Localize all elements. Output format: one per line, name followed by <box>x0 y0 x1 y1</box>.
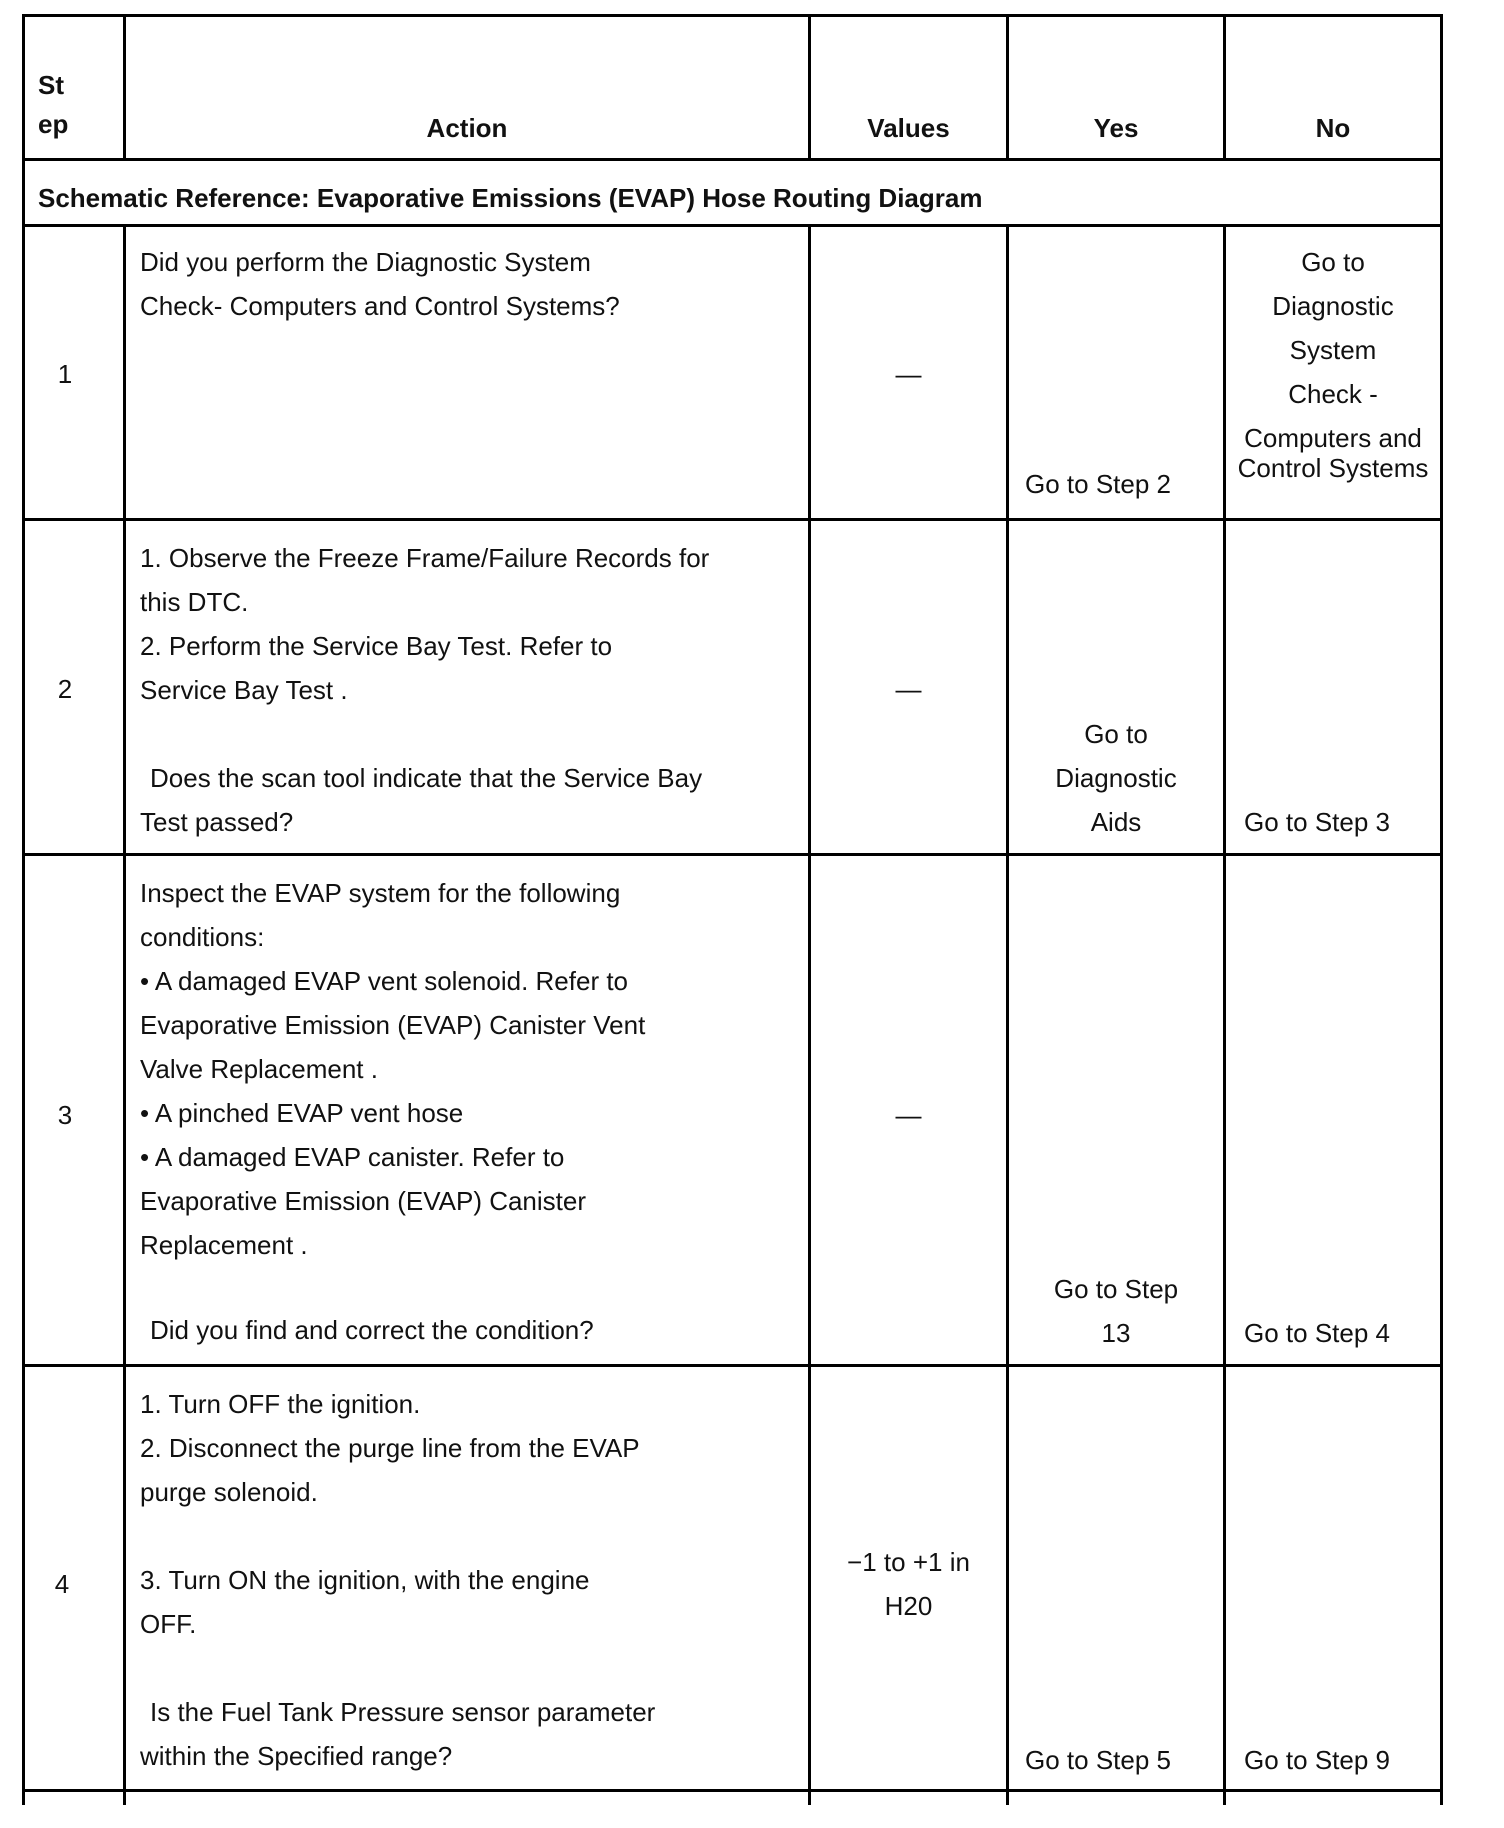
table-border-top <box>22 14 1443 17</box>
row-divider <box>22 158 1443 161</box>
action-line: Service Bay Test . <box>140 675 348 705</box>
table-border-left <box>22 15 25 1805</box>
step-number: 4 <box>54 1569 70 1599</box>
value-text: — <box>895 1100 922 1130</box>
action-line: Did you find and correct the condition? <box>150 1315 594 1345</box>
action-line: • A damaged EVAP vent solenoid. Refer to <box>140 966 629 996</box>
spacer <box>140 1646 800 1690</box>
action-line: 3. Turn ON the ignition, with the engine <box>140 1565 590 1595</box>
no-text: Go to Step 9 <box>1244 1745 1390 1775</box>
action-text <box>140 871 800 1352</box>
action-line: 2. Disconnect the purge line from the EVAP <box>140 1433 640 1463</box>
action-line: OFF. <box>140 1609 197 1639</box>
action-line: Inspect the EVAP system for the following <box>140 878 621 908</box>
action-line: Replacement . <box>140 1230 308 1260</box>
no-line: Check - <box>1288 379 1378 409</box>
table-border-bottom <box>22 1789 1443 1792</box>
action-line: Evaporative Emission (EVAP) Canister Vent <box>140 1010 646 1040</box>
row-divider <box>22 518 1443 521</box>
no-line: Go to <box>1301 247 1365 277</box>
no-text: Go to Step 3 <box>1244 807 1390 837</box>
no-text: Go to Step 4 <box>1244 1318 1390 1348</box>
no-line: Diagnostic <box>1272 291 1394 321</box>
no-text <box>1226 240 1440 483</box>
column-divider <box>123 226 126 1805</box>
yes-line: Aids <box>1090 807 1142 837</box>
value-text: — <box>895 359 922 389</box>
action-line: Check- Computers and Control Systems? <box>140 291 620 321</box>
column-divider <box>1006 226 1009 1805</box>
action-line: 2. Perform the Service Bay Test. Refer to <box>140 631 613 661</box>
action-line: conditions: <box>140 922 265 952</box>
yes-text: Go to Step 2 <box>1025 469 1171 499</box>
yes-line: Diagnostic <box>1055 763 1177 793</box>
header-yes: Yes <box>1093 113 1139 143</box>
header-step-line-2: ep <box>38 109 69 139</box>
action-line: this DTC. <box>140 587 249 617</box>
value-text: — <box>895 674 922 704</box>
no-line: System <box>1289 335 1377 365</box>
action-text <box>140 240 800 328</box>
yes-text <box>1009 712 1223 844</box>
value-line: −1 to +1 in <box>847 1547 970 1577</box>
action-text <box>140 536 800 844</box>
header-step <box>38 66 118 144</box>
header-action: Action <box>426 113 508 143</box>
action-line: purge solenoid. <box>140 1477 318 1507</box>
step-number: 3 <box>57 1100 73 1130</box>
step-number: 2 <box>57 674 73 704</box>
action-line: Test passed? <box>140 807 294 837</box>
spacer <box>140 1514 800 1558</box>
action-line: Does the scan tool indicate that the Service Bay <box>150 763 703 793</box>
no-line: Control Systems <box>1237 453 1429 483</box>
yes-text <box>1009 1267 1223 1355</box>
table-border-right <box>1440 15 1443 1805</box>
row-divider <box>22 224 1443 227</box>
value-line: H20 <box>884 1591 933 1621</box>
row-divider <box>22 853 1443 856</box>
row-divider <box>22 1364 1443 1367</box>
action-line: • A damaged EVAP canister. Refer to <box>140 1142 565 1172</box>
header-step-line-1: St <box>38 70 64 100</box>
schematic-reference: Schematic Reference: Evaporative Emissions (EVAP) Hose Routing Diagram <box>38 183 983 213</box>
value-text <box>811 1540 1006 1628</box>
step-number: 1 <box>57 359 73 389</box>
yes-line: Go to <box>1084 719 1148 749</box>
action-text <box>140 1382 800 1778</box>
yes-line: 13 <box>1101 1318 1131 1348</box>
spacer <box>140 712 800 756</box>
action-line: within the Specified range? <box>140 1741 453 1771</box>
yes-line: Go to Step <box>1053 1274 1179 1304</box>
action-line: 1. Observe the Freeze Frame/Failure Records for <box>140 543 710 573</box>
action-line: Did you perform the Diagnostic System <box>140 247 591 277</box>
action-line: 1. Turn OFF the ignition. <box>140 1389 421 1419</box>
no-line: Computers and <box>1244 423 1422 453</box>
action-line: Valve Replacement . <box>140 1054 378 1084</box>
header-no: No <box>1315 113 1351 143</box>
header-values: Values <box>867 113 950 143</box>
action-line: Evaporative Emission (EVAP) Canister <box>140 1186 587 1216</box>
action-line: Is the Fuel Tank Pressure sensor parameter <box>150 1697 656 1727</box>
action-line: • A pinched EVAP vent hose <box>140 1098 464 1128</box>
yes-text: Go to Step 5 <box>1025 1745 1171 1775</box>
